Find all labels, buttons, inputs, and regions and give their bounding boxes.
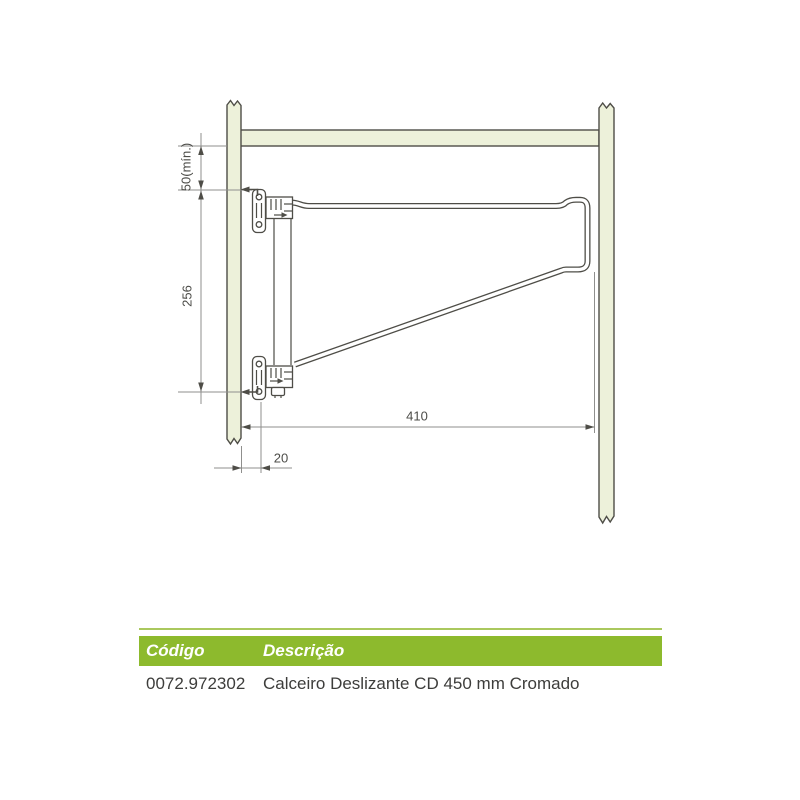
top-bracket: [253, 190, 293, 233]
header-descricao: Descrição: [263, 641, 345, 660]
table-header: [139, 636, 662, 666]
table-row: [139, 670, 662, 698]
sliding-arm: [291, 200, 588, 365]
mounting-profile: [274, 219, 291, 365]
row-codigo: 0072.972302: [146, 674, 246, 693]
header-codigo: Código: [146, 641, 205, 660]
dim-label-height-min: 50(mín.): [178, 142, 194, 192]
dim-label-bracket-span: 256: [179, 285, 195, 307]
dim-label-arm-length: 410: [406, 408, 428, 424]
right-post: [599, 103, 614, 523]
wall-anchor-arrow-icon: [241, 187, 250, 193]
wall-anchor-arrow-icon: [241, 389, 250, 395]
bottom-bracket: [253, 357, 293, 400]
top-panel: [241, 130, 600, 146]
row-descricao: Calceiro Deslizante CD 450 mm Cromado: [263, 674, 580, 693]
dim-label-wall-offset: 20: [273, 450, 289, 466]
table-top-rule: [139, 628, 662, 630]
